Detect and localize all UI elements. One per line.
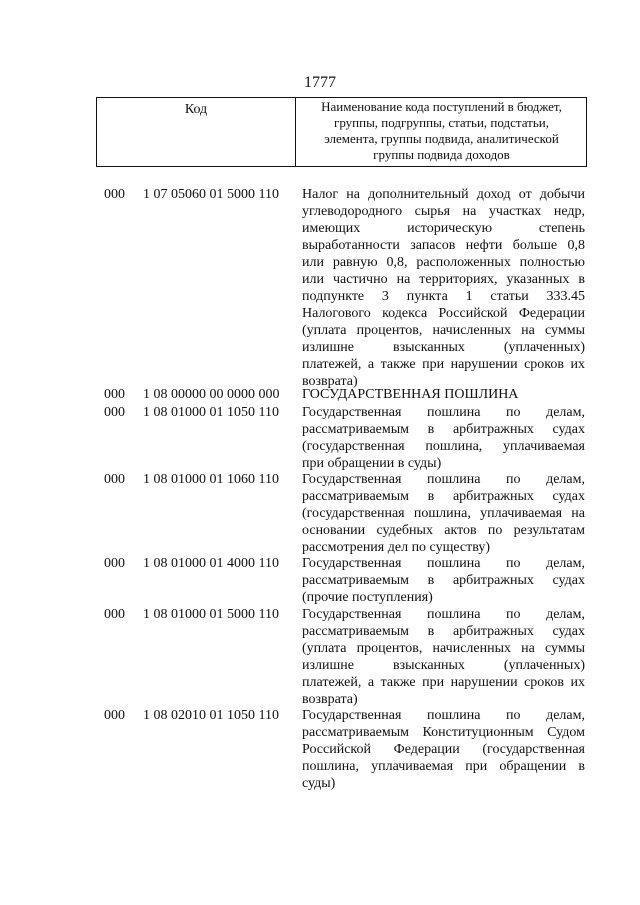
name-text-line: (уплата процентов, начисленных на суммы [302, 323, 585, 338]
name-text-line: подпункте 3 пункта 1 статьи 333.45 [302, 289, 585, 304]
table-header [96, 97, 587, 167]
name-header-line: элемента, группы подвида, аналитической [324, 131, 559, 146]
name-text-line: Налогового кодекса Российской Федерации [302, 306, 585, 321]
name-text-line: при обращении в суды) [302, 456, 442, 471]
name-text-line: рассматриваемым в арбитражных судах [302, 573, 585, 588]
name-text-line: рассматриваемым Конституционным Судом [302, 725, 585, 740]
name-text-line: (государственная пошлина, уплачиваемая [302, 439, 585, 454]
name-text-line: углеводородного сырья на участках недр, [302, 204, 585, 219]
name-text-line: имеющих историческую степень [302, 221, 585, 236]
name-header-line: группы, подгруппы, статьи, подстатьи, [334, 115, 549, 130]
name-text-line: (государственная пошлина, уплачиваемая на [302, 506, 585, 521]
name-text-line: Государственная пошлина по делам, [302, 472, 585, 487]
name-text-line: Налог на дополнительный доход от добычи [302, 187, 585, 202]
name-text-line: Государственная пошлина по делам, [302, 607, 585, 622]
name-text-line: (уплата процентов, начисленных на суммы [302, 641, 585, 656]
admin-code-cell: 000 [104, 556, 125, 571]
name-text-line: основании судебных актов по результатам [302, 523, 585, 538]
name-text-line: Государственная пошлина по делам, [302, 405, 585, 420]
revenue-code-cell: 1 08 01000 01 5000 110 [143, 607, 279, 622]
admin-code-cell: 000 [104, 405, 125, 420]
name-text-line: рассматриваемым в арбитражных судах [302, 422, 585, 437]
header-divider [295, 98, 296, 166]
name-text-line: возврата) [302, 374, 358, 389]
admin-code-cell: 000 [104, 607, 125, 622]
revenue-name-cell [302, 186, 585, 390]
admin-code-cell: 000 [104, 472, 125, 487]
name-text-line: излишне взысканных (уплаченных) [302, 658, 585, 673]
name-text-line: выработанности запасов нефти больше 0,8 [302, 238, 585, 253]
name-text-line: рассмотрения дел по существу) [302, 540, 491, 555]
admin-code-cell: 000 [104, 387, 125, 402]
revenue-code-cell: 1 08 02010 01 1050 110 [143, 708, 279, 723]
revenue-name-cell [302, 404, 585, 472]
name-text-line: ГОСУДАРСТВЕННАЯ ПОШЛИНА [302, 387, 519, 402]
revenue-name-cell [302, 555, 585, 606]
name-header-line: группы подвида доходов [373, 147, 510, 162]
revenue-code-cell: 1 08 00000 00 0000 000 [143, 387, 280, 402]
name-text-line: платежей, а также при нарушении сроков их [302, 357, 585, 372]
name-text-line: пошлина, уплачиваемая при обращении в [302, 759, 585, 774]
name-header-line: Наименование кода поступлений в бюджет, [321, 99, 562, 114]
revenue-code-cell: 1 08 01000 01 1060 110 [143, 472, 279, 487]
name-text-line: платежей, а также при нарушении сроков их [302, 675, 585, 690]
name-text-line: или частично на территориях, указанных в [302, 272, 585, 287]
name-text-line: возврата) [302, 692, 358, 707]
name-text-line: рассматриваемым в арбитражных судах [302, 624, 585, 639]
admin-code-cell: 000 [104, 708, 125, 723]
revenue-name-cell [302, 386, 585, 403]
revenue-name-cell [302, 707, 585, 792]
revenue-code-cell: 1 08 01000 01 4000 110 [143, 556, 279, 571]
name-text-line: суды) [302, 776, 336, 791]
revenue-code-cell: 1 08 01000 01 1050 110 [143, 405, 279, 420]
revenue-name-cell [302, 606, 585, 708]
name-text-line: Государственная пошлина по делам, [302, 556, 585, 571]
name-text-line: или равную 0,8, расположенных полностью [302, 255, 585, 270]
name-text-line: (прочие поступления) [302, 590, 433, 605]
name-text-line: излишне взысканных (уплаченных) [302, 340, 585, 355]
name-text-line: Российской Федерации (государственная [302, 742, 585, 757]
revenue-code-cell: 1 07 05060 01 5000 110 [143, 187, 279, 202]
admin-code-cell: 000 [104, 187, 125, 202]
name-text-line: Государственная пошлина по делам, [302, 708, 585, 723]
name-column-header [298, 99, 585, 163]
name-text-line: рассматриваемым в арбитражных судах [302, 489, 585, 504]
page-number: 1777 [304, 74, 336, 91]
revenue-name-cell [302, 471, 585, 556]
code-column-header: Код [184, 102, 208, 117]
